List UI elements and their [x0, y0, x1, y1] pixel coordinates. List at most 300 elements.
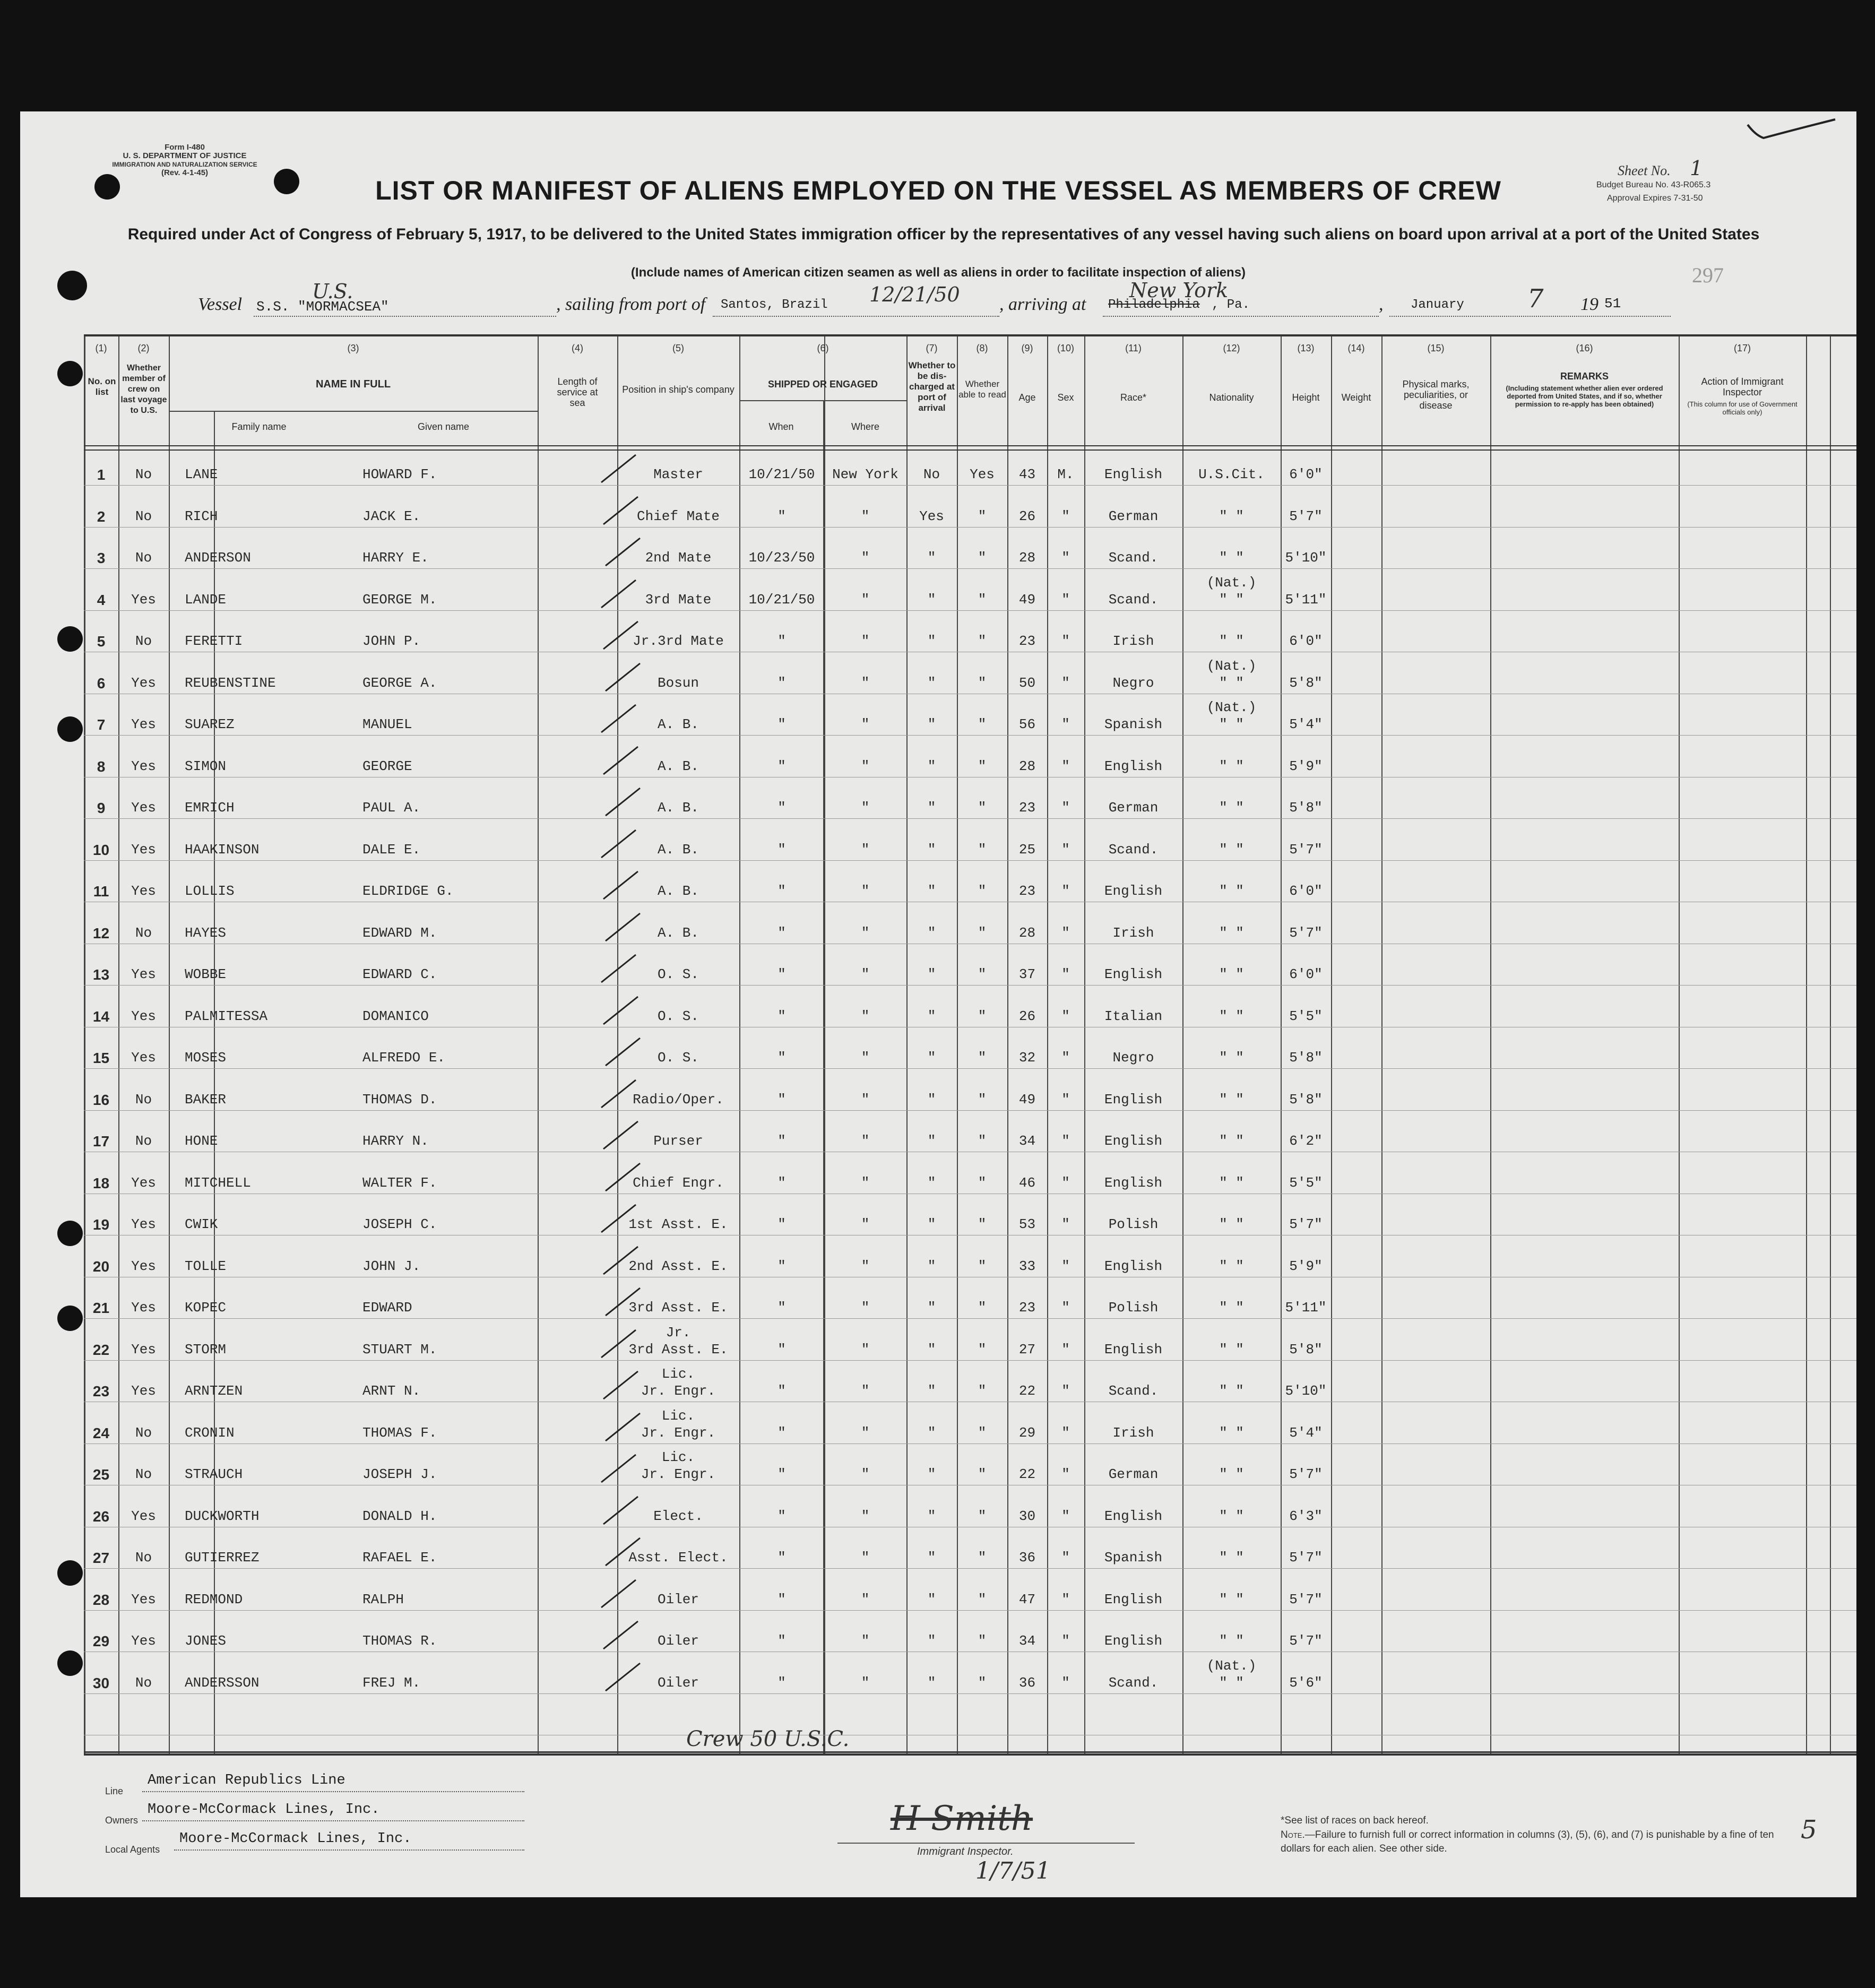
shipped-when-cell: ": [777, 1674, 786, 1691]
row-number: 6: [97, 675, 106, 692]
sex-cell: ": [1061, 1300, 1070, 1316]
tick-mark-icon: [600, 659, 648, 696]
sex-cell: ": [1061, 800, 1070, 816]
family-name-cell: STRAUCH: [185, 1466, 243, 1482]
discharged-cell: ": [927, 1174, 936, 1191]
height-cell: 5'4": [1289, 716, 1323, 732]
given-name-cell: STUART M.: [362, 1341, 437, 1358]
height-cell: 5'5": [1289, 1008, 1323, 1024]
tick-mark-icon: [598, 867, 646, 904]
row-number: 29: [92, 1633, 110, 1649]
form-department: U. S. DEPARTMENT OF JUSTICE: [123, 151, 247, 160]
header-last-voyage: Whether member of crew on last voyage to U.S.: [120, 364, 167, 415]
shipped-where-cell: ": [861, 1050, 870, 1066]
shipped-where-cell: ": [861, 1550, 870, 1566]
sheet-value: 1: [1690, 157, 1703, 180]
height-cell: 5'8": [1289, 1050, 1323, 1066]
row-number: 27: [92, 1550, 110, 1566]
table-row: [84, 966, 1856, 988]
able-to-read-cell: ": [978, 1300, 987, 1316]
age-cell: 25: [1018, 841, 1036, 858]
sex-cell: ": [1061, 550, 1070, 566]
family-name-cell: MOSES: [185, 1050, 227, 1066]
age-cell: 49: [1018, 1091, 1036, 1108]
discharged-cell: ": [927, 1133, 936, 1149]
age-cell: 37: [1018, 966, 1036, 982]
race-cell: English: [1104, 1341, 1163, 1358]
row-number: 7: [97, 716, 106, 733]
table-row: [84, 1592, 1856, 1613]
nationality-note-cell: (Nat.): [1206, 574, 1257, 591]
table-row: [84, 1050, 1856, 1071]
family-name-cell: STORM: [185, 1341, 227, 1358]
note-text: —Failure to furnish full or correct information in columns (3), (5), (6), and (7) is punishable by a fine of ten dollars for each alien. See other side.: [1281, 1829, 1774, 1854]
race-cell: German: [1108, 1466, 1159, 1482]
given-name-cell: EDWARD M.: [362, 924, 437, 941]
header-race: Race*: [1120, 392, 1147, 403]
shipped-when-cell: ": [777, 1091, 786, 1108]
sex-cell: ": [1061, 508, 1070, 524]
last-voyage-cell: Yes: [131, 966, 156, 982]
shipped-where-cell: ": [861, 550, 870, 566]
shipped-when-cell: ": [777, 1591, 786, 1607]
colnum-12: (12): [1223, 343, 1240, 353]
arriving-hand: New York: [1129, 279, 1229, 302]
discharged-cell: ": [927, 1633, 936, 1649]
header-discharged: Whether to be dis-charged at port of arrival: [908, 360, 956, 413]
shipped-where-cell: ": [861, 1258, 870, 1274]
table-row: [84, 1324, 1856, 1363]
tick-mark-icon: [596, 1200, 644, 1238]
family-name-cell: BAKER: [185, 1091, 227, 1108]
able-to-read-cell: ": [978, 591, 987, 608]
header-physical-marks: Physical marks, peculiarities, or disease: [1402, 379, 1470, 411]
fine-note: [1281, 1828, 1795, 1856]
family-name-cell: TOLLE: [185, 1258, 227, 1274]
nationality-cell: " ": [1219, 1008, 1244, 1024]
able-to-read-cell: ": [978, 1008, 987, 1024]
position-cell: 2nd Mate: [645, 550, 712, 566]
race-cell: English: [1104, 1091, 1163, 1108]
age-cell: 36: [1018, 1674, 1036, 1691]
tick-mark-icon: [598, 1367, 646, 1404]
last-voyage-cell: Yes: [131, 1174, 156, 1191]
age-cell: 23: [1018, 883, 1036, 899]
nationality-cell: " ": [1219, 1424, 1244, 1441]
race-cell: English: [1104, 883, 1163, 899]
able-to-read-cell: ": [978, 550, 987, 566]
punch-hole: [57, 1306, 83, 1331]
arriving-port-tail: , Pa.: [1212, 298, 1250, 312]
age-cell: 33: [1018, 1258, 1036, 1274]
race-cell: English: [1104, 966, 1163, 982]
height-cell: 5'7": [1289, 1591, 1323, 1607]
nationality-cell: " ": [1219, 508, 1244, 524]
colnum-7: (7): [926, 343, 938, 353]
nationality-note-cell: (Nat.): [1206, 699, 1257, 715]
arriving-label: , arriving at: [999, 295, 1086, 314]
year-suffix: 51: [1604, 296, 1621, 312]
sex-cell: ": [1061, 591, 1070, 608]
shipped-when-cell: ": [777, 1341, 786, 1358]
last-voyage-cell: Yes: [131, 800, 156, 816]
shipped-when-cell: 10/21/50: [748, 466, 815, 482]
tick-mark-icon: [598, 1242, 646, 1280]
position-cell: Chief Mate: [636, 508, 720, 524]
given-name-cell: JOHN P.: [362, 633, 421, 649]
sex-cell: ": [1061, 1008, 1070, 1024]
discharged-cell: ": [927, 550, 936, 566]
nationality-note-cell: (Nat.): [1206, 1657, 1257, 1674]
position-cell: 2nd Asst. E.: [628, 1258, 728, 1274]
last-voyage-cell: Yes: [131, 591, 156, 608]
row-number: 22: [92, 1341, 110, 1358]
table-row: [84, 1175, 1856, 1196]
shipped-when-cell: ": [777, 1424, 786, 1441]
nationality-cell: " ": [1219, 716, 1244, 732]
colnum-4: (4): [572, 343, 583, 353]
tick-mark-icon: [600, 534, 648, 571]
year-prefix: 19: [1580, 295, 1598, 314]
able-to-read-cell: ": [978, 1133, 987, 1149]
header-given-name: Given name: [417, 421, 470, 432]
able-to-read-cell: ": [978, 758, 987, 774]
shipped-when-cell: ": [777, 1258, 786, 1274]
position-cell: A. B.: [657, 758, 699, 774]
discharged-cell: ": [927, 633, 936, 649]
header-height: Height: [1292, 392, 1320, 403]
race-cell: English: [1104, 1508, 1163, 1524]
able-to-read-cell: ": [978, 1050, 987, 1066]
table-row: [84, 508, 1856, 530]
nationality-cell: " ": [1219, 1050, 1244, 1066]
position-cell: O. S.: [657, 966, 699, 982]
able-to-read-cell: ": [978, 716, 987, 732]
given-name-cell: EDWARD: [362, 1300, 412, 1316]
family-name-cell: MITCHELL: [185, 1174, 251, 1191]
shipped-where-cell: ": [861, 1508, 870, 1524]
given-name-cell: JOSEPH J.: [362, 1466, 437, 1482]
height-cell: 6'3": [1289, 1508, 1323, 1524]
budget-bureau: Budget Bureau No. 43-R065.3: [1596, 180, 1711, 189]
inspector-signature: H Smith: [891, 1799, 1033, 1838]
height-cell: 5'8": [1289, 1341, 1323, 1358]
punch-hole: [57, 1560, 83, 1586]
header-no-on-list: No. on list: [88, 376, 116, 397]
discharged-cell: ": [927, 800, 936, 816]
header-remarks-note: (Including statement whether alien ever ordered deported from United States, and if so, whether permission to re-apply has been obtained): [1506, 384, 1663, 408]
height-cell: 6'0": [1289, 633, 1323, 649]
height-cell: 5'9": [1289, 758, 1323, 774]
family-name-cell: SIMON: [185, 758, 227, 774]
shipped-when-cell: ": [777, 716, 786, 732]
shipped-where-cell: ": [861, 1008, 870, 1024]
owners-label: Owners: [105, 1815, 139, 1826]
colnum-6: (6): [817, 343, 829, 353]
header-weight: Weight: [1341, 392, 1371, 403]
last-voyage-cell: Yes: [131, 1508, 156, 1524]
discharged-cell: ": [927, 758, 936, 774]
given-name-cell: ALFREDO E.: [362, 1050, 446, 1066]
manifest-sheet: [20, 111, 1856, 1897]
form-revision: (Rev. 4-1-45): [161, 168, 209, 177]
sex-cell: ": [1061, 758, 1070, 774]
row-number: 20: [92, 1258, 110, 1275]
age-cell: 34: [1018, 1133, 1036, 1149]
shipped-when-cell: ": [777, 924, 786, 941]
able-to-read-cell: ": [978, 1174, 987, 1191]
row-number: 18: [92, 1174, 110, 1191]
position-prefix-cell: Lic.: [661, 1366, 695, 1382]
shipped-where-cell: ": [861, 1174, 870, 1191]
family-name-cell: LANDE: [185, 591, 227, 608]
given-name-cell: JOSEPH C.: [362, 1216, 437, 1232]
discharged-cell: ": [927, 1091, 936, 1108]
vessel-name: S.S. "MORMACSEA": [256, 299, 389, 315]
table-row: [84, 1508, 1856, 1529]
height-cell: 5'9": [1289, 1258, 1323, 1274]
height-cell: 5'8": [1289, 675, 1323, 691]
height-cell: 5'7": [1289, 1550, 1323, 1566]
tick-mark-icon: [600, 1659, 648, 1696]
height-cell: 6'0": [1289, 466, 1323, 482]
age-cell: 28: [1018, 758, 1036, 774]
colnum-10: (10): [1057, 343, 1074, 353]
tick-mark-icon: [596, 451, 644, 488]
colnum-3: (3): [347, 343, 359, 353]
nationality-cell: " ": [1219, 1258, 1244, 1274]
height-cell: 5'11": [1285, 1300, 1327, 1316]
given-name-cell: DALE E.: [362, 841, 421, 858]
vessel-line: Vessel U.S. S.S. "MORMACSEA" , sailing from port of Santos, Brazil 12/21/50 , arriving at New York Philadelphia , Pa. , January 7 19 51: [20, 295, 1856, 321]
header-nationality: Nationality: [1209, 392, 1254, 403]
given-name-cell: RAFAEL E.: [362, 1550, 437, 1566]
family-name-cell: FERETTI: [185, 633, 243, 649]
able-to-read-cell: ": [978, 1550, 987, 1566]
form-service: IMMIGRATION AND NATURALIZATION SERVICE: [112, 161, 257, 168]
height-cell: 5'7": [1289, 508, 1323, 524]
position-cell: 3rd Asst. E.: [628, 1341, 728, 1358]
discharged-cell: ": [927, 1466, 936, 1482]
race-cell: English: [1104, 1258, 1163, 1274]
shipped-where-cell: ": [861, 508, 870, 524]
colnum-16: (16): [1576, 343, 1593, 353]
row-number: 10: [92, 841, 110, 858]
able-to-read-cell: ": [978, 1591, 987, 1607]
tick-mark-icon: [598, 1117, 646, 1154]
sex-cell: ": [1061, 1216, 1070, 1232]
table-row: [84, 1258, 1856, 1280]
row-number: 2: [97, 508, 106, 525]
family-name-cell: REUBENSTINE: [185, 675, 276, 691]
position-cell: Bosun: [657, 675, 699, 691]
arrival-month: January: [1411, 298, 1464, 312]
table-row: [84, 658, 1856, 696]
shipped-where-cell: ": [861, 1091, 870, 1108]
race-cell: Negro: [1112, 1050, 1154, 1066]
shipped-where-cell: ": [861, 1216, 870, 1232]
shipped-when-cell: ": [777, 1008, 786, 1024]
last-voyage-cell: Yes: [131, 883, 156, 899]
discharged-cell: ": [927, 591, 936, 608]
tick-mark-icon: [596, 1326, 644, 1363]
header-action-note: (This column for use of Government officials only): [1687, 400, 1798, 416]
sex-cell: M.: [1057, 466, 1074, 482]
age-cell: 53: [1018, 1216, 1036, 1232]
table-row: [84, 1300, 1856, 1321]
sex-cell: ": [1061, 1424, 1070, 1441]
table-row: [84, 925, 1856, 946]
race-cell: Irish: [1112, 1424, 1154, 1441]
discharged-cell: ": [927, 1424, 936, 1441]
position-cell: Asst. Elect.: [628, 1550, 728, 1566]
able-to-read-cell: ": [978, 675, 987, 691]
stamp-number: 297: [1692, 263, 1724, 287]
able-to-read-cell: ": [978, 883, 987, 899]
colnum-13: (13): [1297, 343, 1315, 353]
shipped-when-cell: 10/21/50: [748, 591, 815, 608]
age-cell: 56: [1018, 716, 1036, 732]
given-name-cell: DONALD H.: [362, 1508, 437, 1524]
shipped-when-cell: 10/23/50: [748, 550, 815, 566]
sex-cell: ": [1061, 1550, 1070, 1566]
owners-value: Moore-McCormack Lines, Inc.: [148, 1802, 380, 1818]
shipped-where-cell: ": [861, 966, 870, 982]
tick-mark-icon: [600, 784, 648, 821]
shipped-where-cell: ": [861, 1633, 870, 1649]
height-cell: 6'2": [1289, 1133, 1323, 1149]
colnum-15: (15): [1427, 343, 1445, 353]
age-cell: 43: [1018, 466, 1036, 482]
nationality-note-cell: (Nat.): [1206, 658, 1257, 674]
header-action-inspector: Action of Immigrant Inspector: [1701, 376, 1784, 397]
discharged-cell: Yes: [919, 508, 944, 524]
nationality-cell: " ": [1219, 1550, 1244, 1566]
position-cell: 3rd Asst. E.: [628, 1300, 728, 1316]
age-cell: 49: [1018, 591, 1036, 608]
discharged-cell: ": [927, 675, 936, 691]
header-shipped-engaged: SHIPPED OR ENGAGED: [767, 379, 878, 390]
position-cell: Oiler: [657, 1633, 699, 1649]
last-voyage-cell: Yes: [131, 1216, 156, 1232]
shipped-when-cell: ": [777, 883, 786, 899]
nationality-cell: " ": [1219, 1300, 1244, 1316]
given-name-cell: EDWARD C.: [362, 966, 437, 982]
position-cell: Jr. Engr.: [641, 1466, 716, 1482]
shipped-when-cell: ": [777, 633, 786, 649]
race-cell: Scand.: [1108, 1674, 1159, 1691]
height-cell: 5'4": [1289, 1424, 1323, 1441]
tick-mark-icon: [600, 1159, 648, 1196]
shipped-where-cell: ": [861, 1341, 870, 1358]
table-row: [84, 1092, 1856, 1113]
last-voyage-cell: No: [135, 550, 152, 566]
position-cell: O. S.: [657, 1008, 699, 1024]
sex-cell: ": [1061, 1091, 1070, 1108]
row-number: 23: [92, 1383, 110, 1399]
sex-cell: ": [1061, 1050, 1070, 1066]
nationality-cell: " ": [1219, 883, 1244, 899]
shipped-when-cell: ": [777, 1466, 786, 1482]
able-to-read-cell: Yes: [970, 466, 995, 482]
last-voyage-cell: No: [135, 466, 152, 482]
nationality-cell: " ": [1219, 841, 1244, 858]
table-row: [84, 1449, 1856, 1488]
position-cell: Master: [653, 466, 703, 482]
age-cell: 27: [1018, 1341, 1036, 1358]
given-name-cell: HARRY E.: [362, 550, 429, 566]
tick-mark-icon: [596, 1076, 644, 1113]
tick-mark-icon: [596, 950, 644, 988]
last-voyage-cell: Yes: [131, 1258, 156, 1274]
punch-hole: [57, 716, 83, 742]
height-cell: 5'8": [1289, 800, 1323, 816]
given-name-cell: GEORGE A.: [362, 675, 437, 691]
tick-mark-icon: [600, 1284, 648, 1321]
able-to-read-cell: ": [978, 1674, 987, 1691]
family-name-cell: EMRICH: [185, 800, 235, 816]
able-to-read-cell: ": [978, 1258, 987, 1274]
tick-mark-icon: [598, 992, 646, 1030]
inspector-label: Immigrant Inspector.: [917, 1846, 1014, 1857]
tick-mark-icon: [598, 1617, 646, 1654]
able-to-read-cell: ": [978, 966, 987, 982]
agents-label: Local Agents: [105, 1844, 160, 1855]
row-number: 5: [97, 633, 106, 650]
race-cell: English: [1104, 1633, 1163, 1649]
row-number: 26: [92, 1508, 110, 1525]
discharged-cell: ": [927, 1341, 936, 1358]
sex-cell: ": [1061, 1133, 1070, 1149]
family-name-cell: DUCKWORTH: [185, 1508, 260, 1524]
table-row: [84, 550, 1856, 571]
last-voyage-cell: No: [135, 1674, 152, 1691]
race-cell: English: [1104, 466, 1163, 482]
position-cell: Elect.: [653, 1508, 703, 1524]
last-voyage-cell: No: [135, 1424, 152, 1441]
nationality-cell: " ": [1219, 1216, 1244, 1232]
header-length-service: Length of service at sea: [557, 376, 598, 408]
header-remarks: REMARKS: [1560, 371, 1609, 382]
race-cell: Negro: [1112, 675, 1154, 691]
table-row: [84, 699, 1856, 738]
family-name-cell: WOBBE: [185, 966, 227, 982]
row-number: 9: [97, 800, 106, 816]
tick-mark-icon: [600, 1409, 648, 1446]
position-cell: 3rd Mate: [645, 591, 712, 608]
table-row: [84, 466, 1856, 488]
shipped-where-cell: ": [861, 1133, 870, 1149]
height-cell: 5'8": [1289, 1091, 1323, 1108]
shipped-when-cell: ": [777, 1633, 786, 1649]
vessel-hand: U.S.: [312, 280, 353, 303]
tick-mark-icon: [596, 1450, 644, 1488]
last-voyage-cell: No: [135, 1133, 152, 1149]
sailing-date-hand: 12/21/50: [869, 283, 960, 306]
row-number: 19: [92, 1216, 110, 1233]
table-row: [84, 1407, 1856, 1446]
table-row: [84, 1366, 1856, 1404]
tick-mark-icon: [598, 1492, 646, 1529]
last-voyage-cell: No: [135, 1550, 152, 1566]
colnum-1: (1): [95, 343, 107, 353]
nationality-cell: " ": [1219, 1591, 1244, 1607]
given-name-cell: RALPH: [362, 1591, 404, 1607]
height-cell: 5'7": [1289, 1216, 1323, 1232]
position-cell: 1st Asst. E.: [628, 1216, 728, 1232]
inspector-date: 1/7/51: [975, 1857, 1051, 1885]
shipped-where-cell: ": [861, 716, 870, 732]
